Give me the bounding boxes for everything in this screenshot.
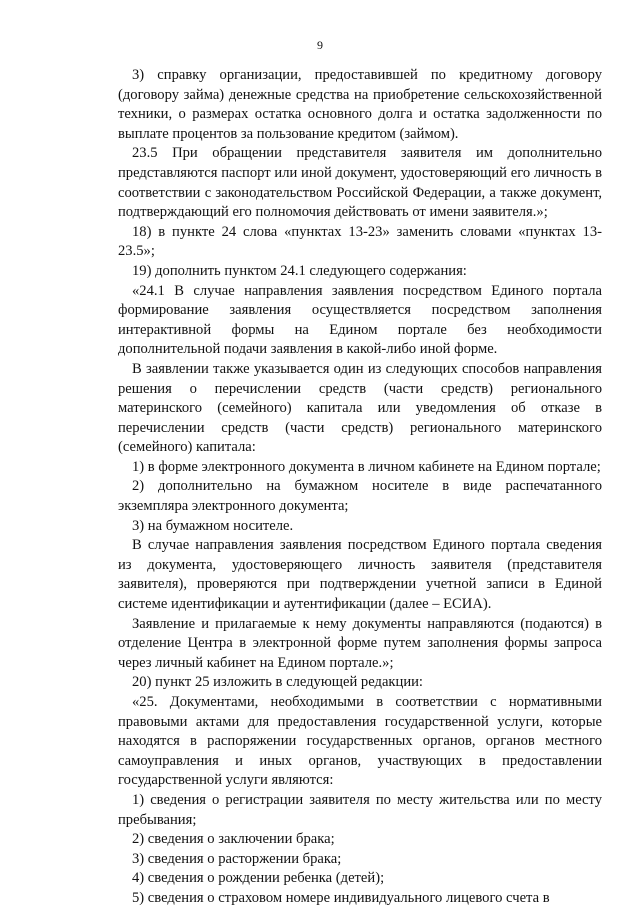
document-body xyxy=(118,66,602,909)
list-item-divorce: 3) сведения о расторжении брака; xyxy=(132,850,342,867)
list-item-paper: 3) на бумажном носителе. xyxy=(132,517,294,534)
paragraph-amendment-20: 20) пункт 25 изложить в следующей редакции: xyxy=(132,674,423,691)
paragraph-24-1: «24.1 В случае направления заявления посредством Единого портала формирование заявления осуществляется посредством заполнения интерактивной формы на Едином портале без необходимости дополнительной подачи заявления в какой-либо иной форме. xyxy=(118,282,602,358)
paragraph-item-3-certificate: 3) справку организации, предоставившей по кредитному договору (договору займа) денежные средства на приобретение сельскохозяйственной техники, о размерах остатка основного долга и остатка задолженности по выплате процентов за пользование кредитом (займом). xyxy=(118,67,602,142)
paragraph-23-5: 23.5 При обращении представителя заявителя им дополнительно представляются паспорт или иной документ, удостоверяющий его личность в соответствии с законодательством Российской Федерации, а также документ, подтверждающий его полномочия действовать от имени заявителя.»; xyxy=(118,145,602,221)
paragraph-delivery-methods: В заявлении также указывается один из следующих способов направления решения о перечислении средств (части средств) регионального материнского (семейного) капитала или уведомления об отказе в перечислении средств (части средств) регионального материнского (семейного) капитала: xyxy=(118,360,602,456)
list-item-marriage: 2) сведения о заключении брака; xyxy=(132,831,335,848)
list-item-birth: 4) сведения о рождении ребенка (детей); xyxy=(132,870,385,887)
paragraph-amendment-18: 18) в пункте 24 слова «пунктах 13-23» заменить словами «пунктах 13-23.5»; xyxy=(118,223,602,260)
paragraph-esia: В случае направления заявления посредством Единого портала сведения из документа, удостоверяющего личность заявителя (представителя заявителя), проверяются при подтверждении учетной записи в Единой системе идентификации и аутентификации (далее – ЕСИА). xyxy=(118,537,602,613)
list-item-registration: 1) сведения о регистрации заявителя по месту жительства или по месту пребывания; xyxy=(118,791,602,828)
list-item-electronic: 1) в форме электронного документа в личном кабинете на Едином портале; xyxy=(132,458,601,475)
paragraph-25: «25. Документами, необходимыми в соответствии с нормативными правовыми актами для предоставления государственной услуги, которые находятся в распоряжении государственных органов, органов местного самоуправления и иных органов, участвующих в предоставлении государственной услуги являются: xyxy=(118,694,602,789)
list-item-insurance-number: 5) сведения о страховом номере индивидуального лицевого счета в xyxy=(132,889,550,906)
list-item-printed-copy: 2) дополнительно на бумажном носителе в виде распечатанного экземпляра электронного документа; xyxy=(118,478,602,515)
paragraph-amendment-19: 19) дополнить пунктом 24.1 следующего содержания: xyxy=(132,262,467,279)
paragraph-submission: Заявление и прилагаемые к нему документы направляются (подаются) в отделение Центра в электронной форме путем заполнения формы запроса через личный кабинет на Едином портале.»; xyxy=(118,615,602,671)
page-number: 9 xyxy=(317,38,323,52)
